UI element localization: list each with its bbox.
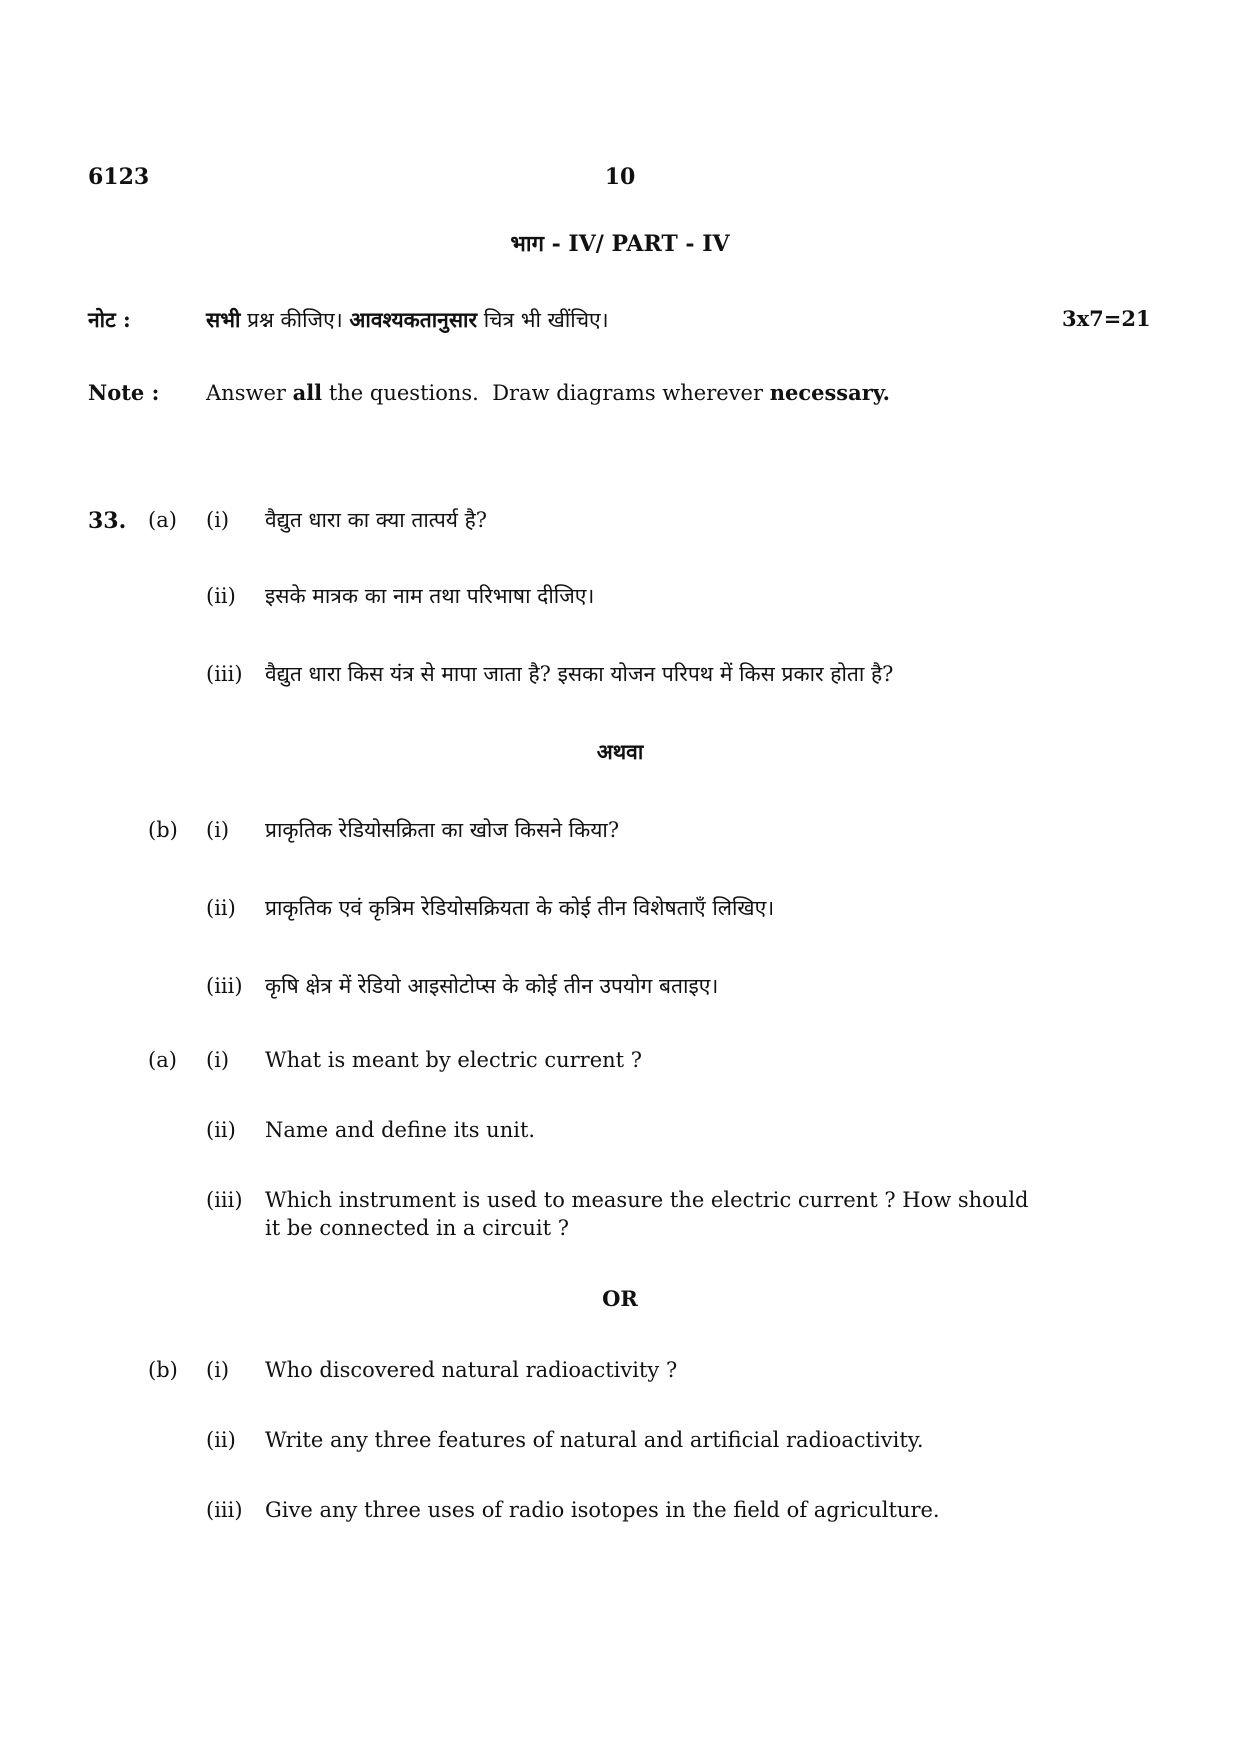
english-a-ii-text: Name and define its unit. bbox=[265, 1118, 536, 1142]
hindi-a-ii-num: (ii) bbox=[206, 584, 236, 608]
hindi-part-a-label: (a) bbox=[148, 508, 177, 532]
hindi-b-i-num: (i) bbox=[206, 818, 230, 842]
english-b-i-text: Who discovered natural radioactivity ? bbox=[265, 1358, 678, 1382]
english-or-divider: OR bbox=[602, 1286, 638, 1311]
english-b-ii-num: (ii) bbox=[206, 1428, 236, 1452]
marks-allotment: 3x7=21 bbox=[1062, 306, 1151, 331]
hindi-a-i-num: (i) bbox=[206, 508, 230, 532]
hindi-a-ii-text: इसके मात्रक का नाम तथा परिभाषा दीजिए। bbox=[265, 584, 595, 608]
english-a-i-text: What is meant by electric current ? bbox=[265, 1048, 643, 1072]
part-title: भाग - IV/ PART - IV bbox=[510, 231, 730, 257]
note-hindi-text-2: चित्र भी खींचिए। bbox=[477, 308, 609, 332]
note-hindi-bold-1: सभी bbox=[206, 307, 241, 332]
english-b-i-num: (i) bbox=[206, 1358, 230, 1382]
note-english-bold-2: necessary. bbox=[769, 380, 890, 405]
hindi-b-iii-num: (iii) bbox=[206, 974, 243, 998]
hindi-a-iii-text: वैद्युत धारा किस यंत्र से मापा जाता है? इसका योजन परिपथ में किस प्रकार होता है? bbox=[265, 662, 894, 686]
english-b-iii-num: (iii) bbox=[206, 1498, 243, 1522]
note-english-text-2: the questions. Draw diagrams wherever bbox=[322, 381, 770, 405]
note-text-hindi bbox=[206, 306, 609, 334]
note-hindi-bold-2: आवश्यकतानुसार bbox=[349, 307, 478, 332]
note-label-hindi: नोट : bbox=[88, 307, 131, 332]
english-b-iii-text: Give any three uses of radio isotopes in the field of agriculture. bbox=[265, 1498, 940, 1522]
page-number: 10 bbox=[604, 164, 636, 190]
english-b-ii-text: Write any three features of natural and artificial radioactivity. bbox=[265, 1428, 924, 1452]
note-label-english: Note : bbox=[88, 380, 160, 405]
english-a-iii-text: Which instrument is used to measure the electric current ? How should bbox=[265, 1188, 1029, 1212]
note-hindi-text-1: प्रश्न कीजिए। bbox=[240, 308, 350, 332]
note-text-english bbox=[206, 380, 890, 405]
english-a-i-num: (i) bbox=[206, 1048, 230, 1072]
hindi-a-iii-num: (iii) bbox=[206, 662, 243, 686]
hindi-a-i-text: वैद्युत धारा का क्या तात्पर्य है? bbox=[265, 508, 488, 532]
note-english-text-1: Answer bbox=[206, 381, 293, 405]
english-part-a-label: (a) bbox=[148, 1048, 177, 1072]
english-a-ii-num: (ii) bbox=[206, 1118, 236, 1142]
english-part-b-label: (b) bbox=[148, 1358, 178, 1382]
hindi-b-ii-text: प्राकृतिक एवं कृत्रिम रेडियोसक्रियता के कोई तीन विशेषताएँ लिखिए। bbox=[265, 896, 775, 920]
note-english-bold-1: all bbox=[292, 380, 323, 405]
english-a-iii-text-line2: it be connected in a circuit ? bbox=[265, 1216, 570, 1240]
hindi-b-i-text: प्राकृतिक रेडियोसक्रिता का खोज किसने किया? bbox=[265, 818, 620, 842]
hindi-b-iii-text: कृषि क्षेत्र में रेडियो आइसोटोप्स के कोई तीन उपयोग बताइए। bbox=[265, 974, 719, 998]
hindi-or-divider: अथवा bbox=[596, 739, 644, 764]
hindi-b-ii-num: (ii) bbox=[206, 896, 236, 920]
hindi-part-b-label: (b) bbox=[148, 818, 178, 842]
english-a-iii-num: (iii) bbox=[206, 1188, 243, 1212]
paper-code: 6123 bbox=[88, 164, 150, 190]
question-number: 33. bbox=[88, 508, 127, 534]
